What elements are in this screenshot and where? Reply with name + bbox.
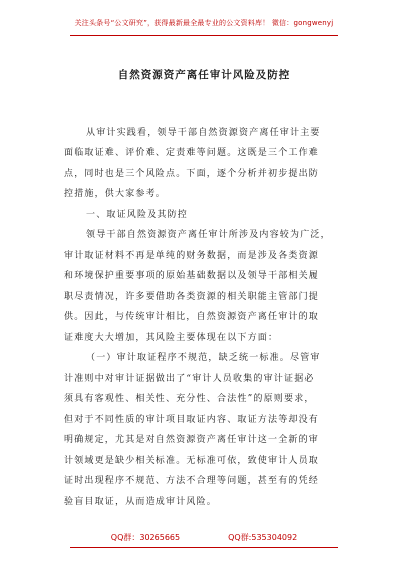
footer-divider: [70, 547, 338, 548]
paragraph-line: （一）审计取证程序不规范，缺乏统一标准。尽管审: [86, 353, 321, 363]
document-title: 自然资源资产离任审计风险及防控: [117, 69, 291, 81]
paragraph-line: 和环境保护重要事项的原始基础数据以及领导干部相关履: [64, 271, 320, 281]
paragraph-line: 控措施，供大家参考。: [64, 189, 167, 199]
paragraph-line: 领导干部自然资源资产离任审计所涉及内容较为广泛，: [86, 230, 331, 240]
paragraph-line: 证时出现程序不规范、方法不合理等问题，甚至有的凭经: [64, 476, 320, 486]
paragraph-line: 审计取证材料不再是单纯的财务数据，而是涉及各类资源: [64, 251, 320, 261]
paragraph-line: 计领域更是缺少相关标准。无标准可依，致使审计人员取: [64, 456, 320, 466]
header-divider: [70, 35, 338, 36]
paragraph-line: 计准则中对审计证据做出了“审计人员收集的审计证据必: [64, 374, 315, 384]
footer-qq-group-1: QQ群：30265665: [110, 533, 181, 542]
paragraph-line: 明确规定，尤其是对自然资源资产离任审计这一全新的审: [64, 435, 320, 445]
paragraph-line: 验盲目取证，从而造成审计风险。: [64, 497, 218, 507]
paragraph-line: 从审计实践看，领导干部自然资源资产离任审计主要: [86, 128, 321, 138]
section-heading: 一、取证风险及其防控: [86, 210, 189, 220]
paragraph-line: 职尽责情况，许多要借助各类资源的相关职能主管部门提: [64, 292, 320, 302]
paragraph-line: 点，同时也是三个风险点。下面，逐个分析并初步提出防: [64, 169, 320, 179]
paragraph-line: 但对于不同性质的审计项目取证内容、取证方法等却没有: [64, 415, 320, 425]
header-banner: 关注头条号“公文研究”，获得最新最全最专业的公文资料库！ 微信：gongwenyj: [74, 19, 334, 27]
paragraph-line: 供。因此，与传统审计相比，自然资源资产离任审计的取: [64, 312, 320, 322]
paragraph-line: 须具有客观性、相关性、充分性、合法性”的原则要求，: [64, 394, 315, 404]
footer-qq-group-2: QQ群:535304092: [228, 533, 298, 542]
footer-contacts: [0, 532, 408, 543]
paragraph-line: 面临取证难、评价难、定责难等问题。这既是三个工作难: [64, 148, 320, 158]
paragraph-line: 证难度大大增加，其风险主要体现在以下方面：: [64, 333, 279, 343]
